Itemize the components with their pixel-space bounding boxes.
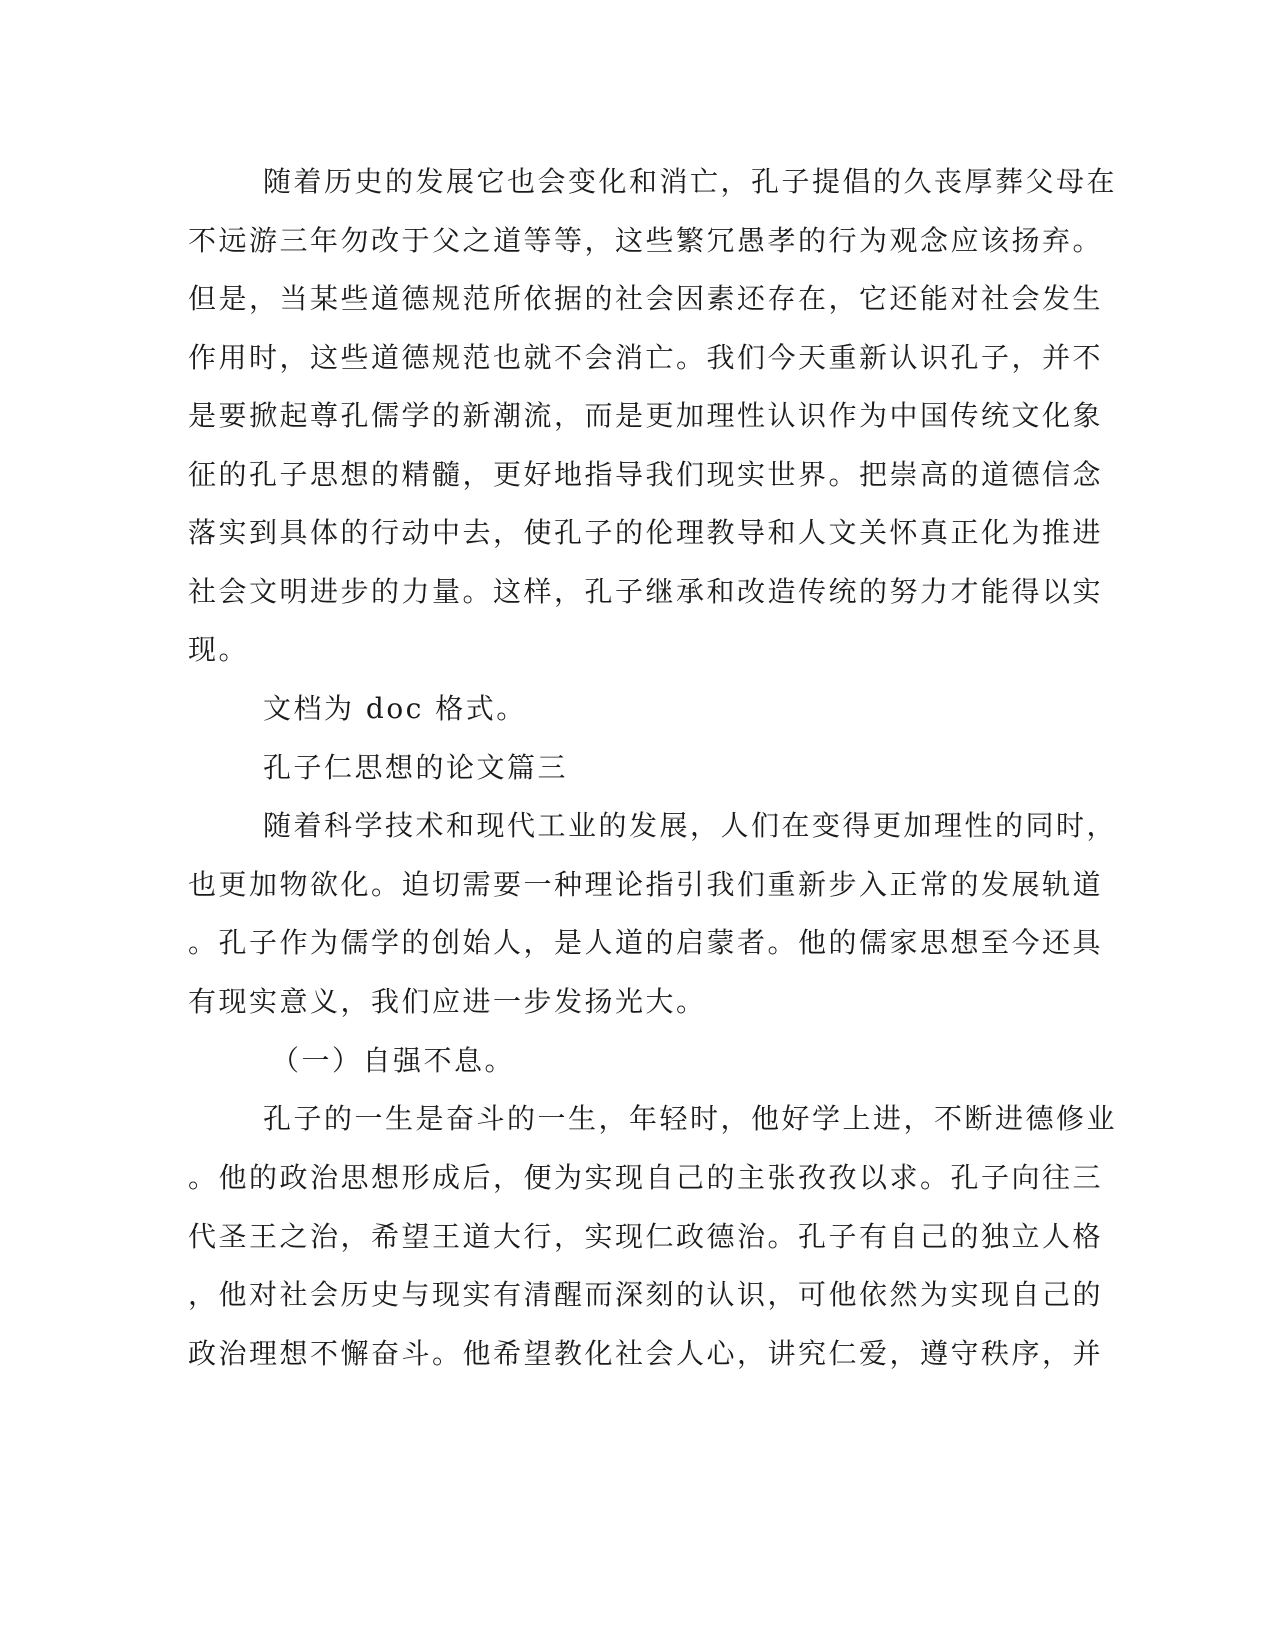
text-line: 。孔子作为儒学的创始人，是人道的启蒙者。他的儒家思想至今还具 <box>188 926 1104 959</box>
text-line: 社会文明进步的力量。这样，孔子继承和改造传统的努力才能得以实 <box>188 575 1104 608</box>
text-line: 随着历史的发展它也会变化和消亡，孔子提倡的久丧厚葬父母在 <box>263 165 1118 198</box>
text-line: 是要掀起尊孔儒学的新潮流，而是更加理性认识作为中国传统文化象 <box>188 399 1104 432</box>
text-line: ，他对社会历史与现实有清醒而深刻的认识，可他依然为实现自己的 <box>188 1278 1104 1311</box>
text-line: 有现实意义，我们应进一步发扬光大。 <box>188 985 707 1018</box>
text-line: 但是，当某些道德规范所依据的社会因素还存在，它还能对社会发生 <box>188 282 1104 315</box>
section-heading: 孔子仁思想的论文篇三 <box>263 751 569 784</box>
format-note: 文档为 doc 格式。 <box>263 692 527 725</box>
text-line: 孔子的一生是奋斗的一生，年轻时，他好学上进，不断进德修业 <box>263 1102 1118 1135</box>
text-line: 征的孔子思想的精髓，更好地指导我们现实世界。把崇高的道德信念 <box>188 458 1104 491</box>
text-line: 现。 <box>188 633 250 666</box>
text-line: 代圣王之治，希望王道大行，实现仁政德治。孔子有自己的独立人格 <box>188 1220 1104 1253</box>
text-line: 落实到具体的行动中去，使孔子的伦理教导和人文关怀真正化为推进 <box>188 516 1104 549</box>
text-line: 不远游三年勿改于父之道等等，这些繁冗愚孝的行为观念应该扬弃。 <box>188 224 1104 257</box>
text-line: 随着科学技术和现代工业的发展，人们在变得更加理性的同时， <box>263 809 1118 842</box>
text-line: 也更加物欲化。迫切需要一种理论指引我们重新步入正常的发展轨道 <box>188 868 1104 901</box>
text-line: 作用时，这些道德规范也就不会消亡。我们今天重新认识孔子，并不 <box>188 341 1104 374</box>
text-line: 。他的政治思想形成后，便为实现自己的主张孜孜以求。孔子向往三 <box>188 1161 1104 1194</box>
subsection-heading: （一）自强不息。 <box>271 1044 516 1077</box>
text-line: 政治理想不懈奋斗。他希望教化社会人心，讲究仁爱，遵守秩序，并 <box>188 1337 1104 1370</box>
